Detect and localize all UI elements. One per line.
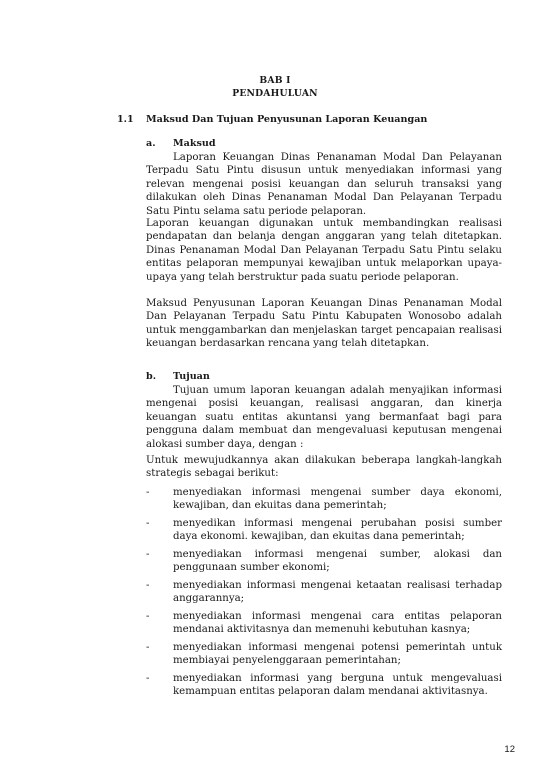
list-item-text: menyediakan informasi mengenai ketaatan realisasi terhadap anggarannya;	[173, 580, 502, 605]
list-item	[146, 548, 502, 575]
tujuan-paragraph-1: Tujuan umum laporan keuangan adalah menyajikan informasi mengenai posisi keuangan, realisasi anggaran, dan kinerja keuangan suatu entitas akuntansi yang bermanfaat bagi para pengguna dalam membuat dan mengevaluasi keputusan mengenai alokasi sumber daya, dengan :	[146, 385, 502, 450]
dash-marker: -	[146, 642, 150, 653]
subsection-a-letter: a.	[146, 138, 156, 149]
dash-marker: -	[146, 518, 150, 529]
dash-marker: -	[146, 580, 150, 591]
tujuan-bullet-list	[146, 486, 502, 703]
list-item-text: menyediakan informasi mengenai cara entitas pelaporan mendanai aktivitasnya dan memenuhi kebutuhan kasnya;	[173, 611, 502, 636]
maksud-paragraph-1: Laporan Keuangan Dinas Penanaman Modal Dan Pelayanan Terpadu Satu Pintu disusun untuk menyediakan informasi yang relevan mengenai posisi keuangan dan seluruh transaksi yang dilakukan oleh Dinas Penanaman Modal Dan Pelayanan Terpadu Satu Pintu selama satu periode pelaporan.	[146, 152, 502, 217]
maksud-paragraph-2: Laporan keuangan digunakan untuk membandingkan realisasi pendapatan dan belanja dengan anggaran yang telah ditetapkan. Dinas Penanaman Modal Dan Pelayanan Terpadu Satu Pintu selaku entitas pelaporan mempunyai kewajiban untuk melaporkan upaya-upaya yang telah berstruktur pada suatu periode pelaporan.	[146, 218, 502, 283]
list-item	[146, 610, 502, 637]
subsection-b-title: Tujuan	[173, 371, 210, 382]
section-number: 1.1	[117, 114, 134, 125]
maksud-paragraph-3: Maksud Penyusunan Laporan Keuangan Dinas Penanaman Modal Dan Pelayanan Terpadu Satu Pintu Kabupaten Wonosobo adalah untuk menggambarkan dan menjelaskan target pencapaian realisasi keuangan berdasarkan rencana yang telah ditetapkan.	[146, 298, 502, 350]
list-item-text: menyediakan informasi mengenai sumber, alokasi dan penggunaan sumber ekonomi;	[173, 549, 502, 574]
list-item-text: menyedikan informasi mengenai perubahan posisi sumber daya ekonomi. kewajiban, dan ekuitas dana pemerintah;	[173, 518, 502, 543]
page-number: 12	[504, 744, 515, 755]
dash-marker: -	[146, 611, 150, 622]
section-title: Maksud Dan Tujuan Penyusunan Laporan Keuangan	[146, 114, 428, 125]
list-item	[146, 517, 502, 544]
chapter-title: PENDAHULUAN	[232, 88, 318, 99]
dash-marker: -	[146, 673, 150, 684]
subsection-b-letter: b.	[146, 371, 157, 382]
list-item-text: menyediakan informasi mengenai sumber daya ekonomi, kewajiban, dan ekuitas dana pemerintah;	[173, 487, 502, 512]
subsection-a-title: Maksud	[173, 138, 216, 149]
list-item	[146, 486, 502, 513]
tujuan-paragraph-2: Untuk mewujudkannya akan dilakukan beberapa langkah-langkah strategis sebagai berikut:	[146, 455, 502, 480]
list-item	[146, 672, 502, 699]
list-item	[146, 579, 502, 606]
list-item	[146, 641, 502, 668]
list-item-text: menyediakan informasi mengenai potensi pemerintah untuk membiayai penyelenggaraan pemerintahan;	[173, 642, 502, 667]
chapter-label: BAB I	[259, 75, 291, 86]
list-item-text: menyediakan informasi yang berguna untuk mengevaluasi kemampuan entitas pelaporan dalam mendanai aktivitasnya.	[173, 673, 502, 698]
dash-marker: -	[146, 487, 150, 498]
dash-marker: -	[146, 549, 150, 560]
